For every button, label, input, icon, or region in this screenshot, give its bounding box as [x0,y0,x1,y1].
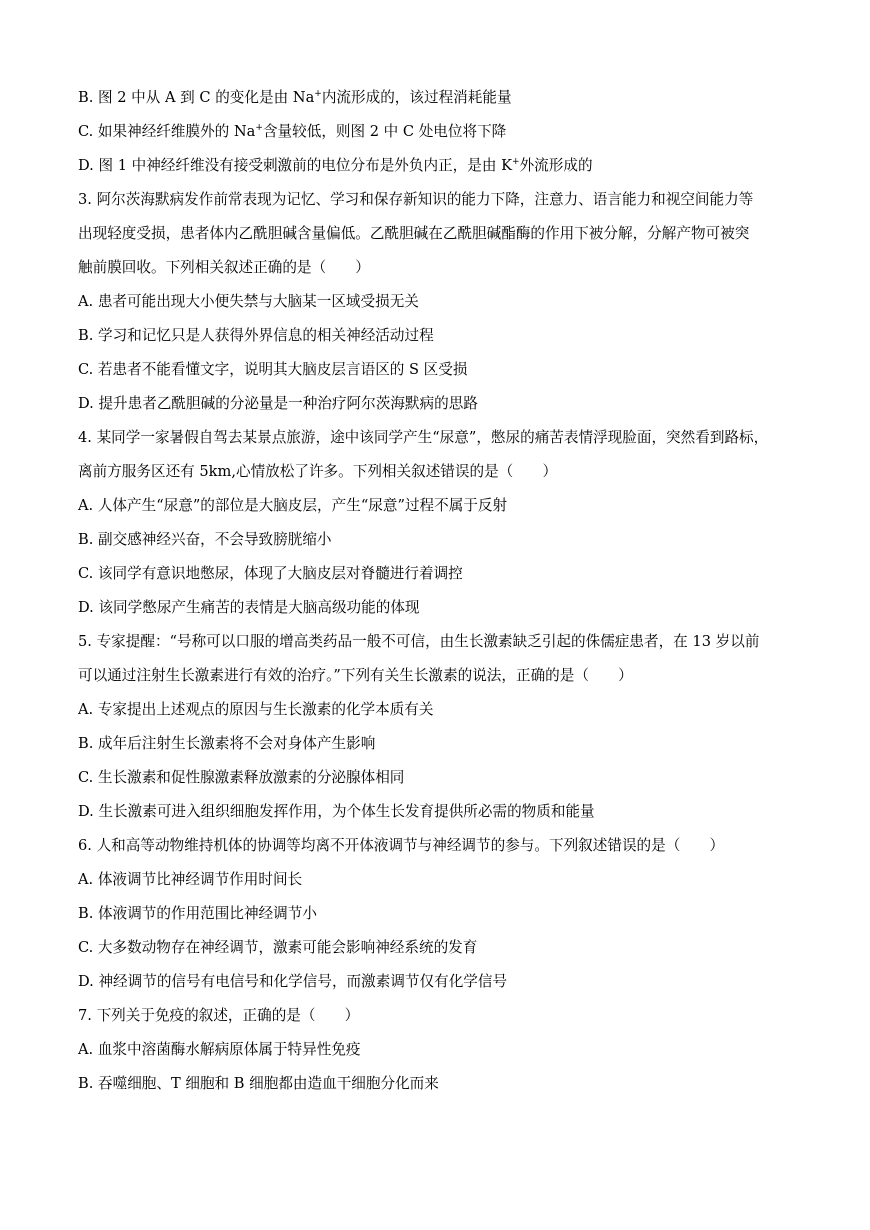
question-stem: 4. 某同学一家暑假自驾去某景点旅游，途中该同学产生“尿意”，憋尿的痛苦表情浮现脸面，突然看到路标， [78,429,769,446]
question-stem: 出现轻度受损，患者体内乙酰胆碱含量偏低。乙酰胆碱在乙酰胆碱酯酶的作用下被分解，分解产物可被突 [78,225,750,242]
option-line: B. 吞噬细胞、T 细胞和 B 细胞都由造血干细胞分化而来 [78,1075,439,1092]
question-stem: 5. 专家提醒：“号称可以口服的增高类药品一般不可信，由生长激素缺乏引起的侏儒症患者，在 13 岁以前 [78,633,760,650]
option-line: D. 生长激素可进入组织细胞发挥作用，为个体生长发育提供所必需的物质和能量 [78,803,595,820]
option-line: A. 血浆中溶菌酶水解病原体属于特异性免疫 [78,1041,361,1058]
option-line: B. 图 2 中从 A 到 C 的变化是由 Na+内流形成的，该过程消耗能量 [78,89,512,106]
option-line: C. 如果神经纤维膜外的 Na+含量较低，则图 2 中 C 处电位将下降 [78,123,507,140]
option-line: B. 体液调节的作用范围比神经调节小 [78,905,317,922]
question-stem: 触前膜回收。下列相关叙述正确的是（ ） [78,259,370,276]
option-line: A. 专家提出上述观点的原因与生长激素的化学本质有关 [78,701,434,718]
question-stem: 3. 阿尔茨海默病发作前常表现为记忆、学习和保存新知识的能力下降，注意力、语言能力和视空间能力等 [78,191,754,208]
question-stem: 6. 人和高等动物维持机体的协调等均离不开体液调节与神经调节的参与。下列叙述错误的是（ ） [78,837,725,854]
option-line: D. 图 1 中神经纤维没有接受刺激前的电位分布是外负内正，是由 K+外流形成的 [78,157,593,174]
option-line: C. 生长激素和促性腺激素释放激素的分泌腺体相同 [78,769,405,786]
option-line: D. 提升患者乙酰胆碱的分泌量是一种治疗阿尔茨海默病的思路 [78,395,478,412]
question-stem: 离前方服务区还有 5km,心情放松了许多。下列相关叙述错误的是（ ） [78,463,558,480]
option-line: A. 体液调节比神经调节作用时间长 [78,871,303,888]
option-line: C. 该同学有意识地憋尿，体现了大脑皮层对脊髓进行着调控 [78,565,463,582]
question-stem: 7. 下列关于免疫的叙述，正确的是（ ） [78,1007,360,1024]
option-line: C. 大多数动物存在神经调节，激素可能会影响神经系统的发育 [78,939,478,956]
option-line: D. 神经调节的信号有电信号和化学信号，而激素调节仅有化学信号 [78,973,508,990]
option-line: B. 成年后注射生长激素将不会对身体产生影响 [78,735,376,752]
question-stem: 可以通过注射生长激素进行有效的治疗。”下列有关生长激素的说法，正确的是（ ） [78,667,633,684]
option-line: C. 若患者不能看懂文字，说明其大脑皮层言语区的 S 区受损 [78,361,468,378]
option-line: D. 该同学憋尿产生痛苦的表情是大脑高级功能的体现 [78,599,420,616]
option-line: A. 患者可能出现大小便失禁与大脑某一区域受损无关 [78,293,419,310]
option-line: A. 人体产生“尿意”的部位是大脑皮层，产生“尿意”过程不属于反射 [78,497,508,514]
option-line: B. 副交感神经兴奋，不会导致膀胱缩小 [78,531,332,548]
option-line: B. 学习和记忆只是人获得外界信息的相关神经活动过程 [78,327,434,344]
